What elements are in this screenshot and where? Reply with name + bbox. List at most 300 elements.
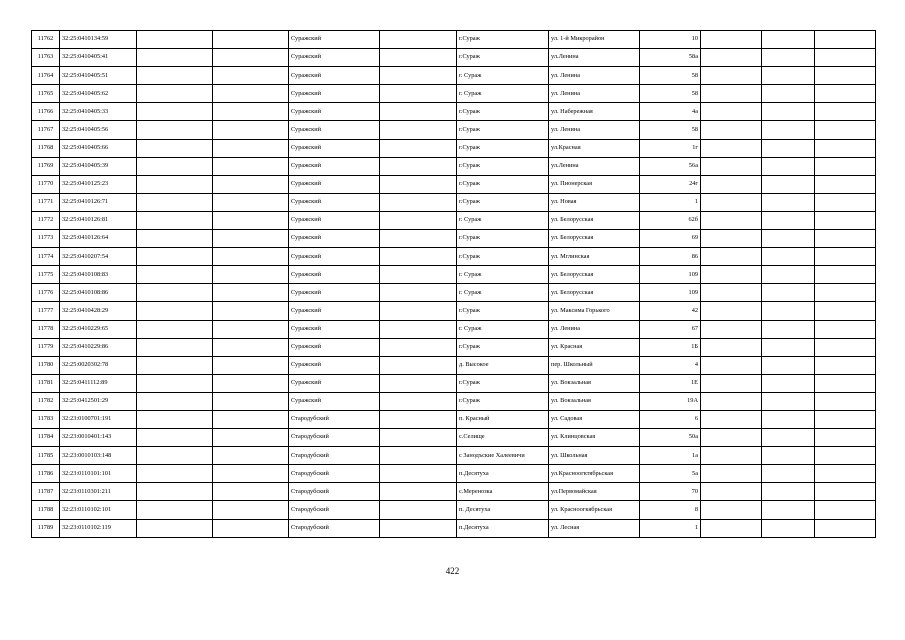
empty-cell [815, 284, 876, 302]
locality-cell: с Занодъские Халеевичи [457, 447, 549, 465]
empty-cell [380, 248, 457, 266]
house-number-cell: 19А [640, 392, 701, 410]
empty-cell [762, 284, 815, 302]
table-row [32, 248, 876, 266]
table-row [32, 266, 876, 284]
empty-cell [380, 410, 457, 428]
empty-cell [137, 284, 213, 302]
empty-cell [815, 374, 876, 392]
street-cell: ул. Белорусская [549, 230, 640, 248]
empty-cell [137, 67, 213, 85]
empty-cell [701, 175, 762, 193]
empty-cell [701, 49, 762, 67]
empty-cell [137, 103, 213, 121]
house-number-cell: 58 [640, 67, 701, 85]
empty-cell [701, 266, 762, 284]
street-cell: ул. Белорусская [549, 266, 640, 284]
street-cell: ул. Клинцовская [549, 429, 640, 447]
district-cell: Суражский [289, 175, 380, 193]
table-row [32, 284, 876, 302]
house-number-cell: 4 [640, 356, 701, 374]
table-row [32, 103, 876, 121]
district-cell: Суражский [289, 31, 380, 49]
empty-cell [762, 211, 815, 229]
row-number-cell: 11770 [32, 175, 60, 193]
table-row [32, 211, 876, 229]
empty-cell [213, 266, 289, 284]
locality-cell: г.Сураж [457, 392, 549, 410]
cadastral-number-cell: 32:25:0410126:64 [60, 230, 137, 248]
cadastral-number-cell: 32:25:0410134:59 [60, 31, 137, 49]
house-number-cell: 86 [640, 248, 701, 266]
locality-cell: г.Сураж [457, 103, 549, 121]
row-number-cell: 11774 [32, 248, 60, 266]
street-cell: ул. Ленина [549, 67, 640, 85]
empty-cell [213, 374, 289, 392]
empty-cell [762, 374, 815, 392]
row-number-cell: 11769 [32, 157, 60, 175]
empty-cell [380, 519, 457, 537]
street-cell: пер. Школьный [549, 356, 640, 374]
empty-cell [380, 338, 457, 356]
district-cell: Стародубский [289, 410, 380, 428]
row-number-cell: 11778 [32, 320, 60, 338]
empty-cell [762, 429, 815, 447]
locality-cell: п.Десятуха [457, 519, 549, 537]
empty-cell [815, 338, 876, 356]
empty-cell [701, 121, 762, 139]
empty-cell [380, 356, 457, 374]
empty-cell [137, 410, 213, 428]
district-cell: Суражский [289, 284, 380, 302]
district-cell: Стародубский [289, 519, 380, 537]
empty-cell [137, 85, 213, 103]
district-cell: Суражский [289, 302, 380, 320]
row-number-cell: 11764 [32, 67, 60, 85]
empty-cell [213, 248, 289, 266]
empty-cell [380, 465, 457, 483]
empty-cell [762, 139, 815, 157]
empty-cell [762, 67, 815, 85]
locality-cell: г.Сураж [457, 230, 549, 248]
empty-cell [137, 320, 213, 338]
locality-cell: г.Сураж [457, 193, 549, 211]
row-number-cell: 11781 [32, 374, 60, 392]
empty-cell [137, 157, 213, 175]
street-cell: ул. Школьная [549, 447, 640, 465]
empty-cell [137, 121, 213, 139]
cadastral-number-cell: 32:23:0100701:191 [60, 410, 137, 428]
empty-cell [213, 302, 289, 320]
empty-cell [213, 338, 289, 356]
row-number-cell: 11776 [32, 284, 60, 302]
cadastral-number-cell: 32:25:0410126:71 [60, 193, 137, 211]
empty-cell [213, 320, 289, 338]
street-cell: ул. Садовая [549, 410, 640, 428]
cadastral-number-cell: 32:25:0410125:23 [60, 175, 137, 193]
house-number-cell: 24г [640, 175, 701, 193]
empty-cell [815, 211, 876, 229]
empty-cell [815, 139, 876, 157]
house-number-cell: 56а [640, 157, 701, 175]
empty-cell [380, 429, 457, 447]
empty-cell [701, 67, 762, 85]
empty-cell [137, 193, 213, 211]
table-row [32, 392, 876, 410]
empty-cell [380, 284, 457, 302]
house-number-cell: 109 [640, 284, 701, 302]
empty-cell [213, 193, 289, 211]
district-cell: Стародубский [289, 465, 380, 483]
house-number-cell: 109 [640, 266, 701, 284]
locality-cell: с.Меренозка [457, 483, 549, 501]
street-cell: ул.Первомайская [549, 483, 640, 501]
empty-cell [701, 519, 762, 537]
district-cell: Суражский [289, 338, 380, 356]
empty-cell [701, 302, 762, 320]
locality-cell: п. Десятуха [457, 501, 549, 519]
row-number-cell: 11771 [32, 193, 60, 211]
empty-cell [380, 193, 457, 211]
district-cell: Суражский [289, 374, 380, 392]
empty-cell [137, 392, 213, 410]
empty-cell [380, 85, 457, 103]
empty-cell [815, 447, 876, 465]
row-number-cell: 11765 [32, 85, 60, 103]
street-cell: ул. Лесная [549, 519, 640, 537]
empty-cell [762, 356, 815, 374]
empty-cell [762, 121, 815, 139]
empty-cell [213, 85, 289, 103]
cadastral-number-cell: 32:25:0410108:83 [60, 266, 137, 284]
table-row [32, 175, 876, 193]
empty-cell [762, 31, 815, 49]
empty-cell [137, 302, 213, 320]
empty-cell [701, 429, 762, 447]
row-number-cell: 11786 [32, 465, 60, 483]
house-number-cell: 1а [640, 447, 701, 465]
empty-cell [213, 429, 289, 447]
table-row [32, 121, 876, 139]
empty-cell [213, 465, 289, 483]
empty-cell [380, 302, 457, 320]
cadastral-number-cell: 32:25:0410229:86 [60, 338, 137, 356]
row-number-cell: 11777 [32, 302, 60, 320]
empty-cell [380, 392, 457, 410]
empty-cell [380, 447, 457, 465]
empty-cell [762, 501, 815, 519]
property-register-table [31, 30, 876, 538]
row-number-cell: 11789 [32, 519, 60, 537]
district-cell: Суражский [289, 85, 380, 103]
empty-cell [815, 392, 876, 410]
empty-cell [762, 410, 815, 428]
empty-cell [137, 49, 213, 67]
street-cell: ул. Красноогкябрьская [549, 501, 640, 519]
empty-cell [762, 193, 815, 211]
cadastral-number-cell: 32:25:0410405:39 [60, 157, 137, 175]
empty-cell [762, 85, 815, 103]
empty-cell [762, 392, 815, 410]
street-cell: ул. Набережная [549, 103, 640, 121]
empty-cell [137, 230, 213, 248]
district-cell: Суражский [289, 392, 380, 410]
locality-cell: г. Сураж [457, 266, 549, 284]
empty-cell [701, 447, 762, 465]
cadastral-number-cell: 32:25:0410405:33 [60, 103, 137, 121]
cadastral-number-cell: 32:23:0110101:101 [60, 465, 137, 483]
locality-cell: п.Десятуха [457, 465, 549, 483]
table-row [32, 338, 876, 356]
house-number-cell: 1г [640, 139, 701, 157]
district-cell: Суражский [289, 67, 380, 85]
locality-cell: п. Красный [457, 410, 549, 428]
house-number-cell: 69 [640, 230, 701, 248]
cadastral-number-cell: 32:25:0410126:81 [60, 211, 137, 229]
row-number-cell: 11788 [32, 501, 60, 519]
empty-cell [701, 410, 762, 428]
row-number-cell: 11784 [32, 429, 60, 447]
empty-cell [213, 410, 289, 428]
table-row [32, 320, 876, 338]
street-cell: ул. Вокзальная [549, 392, 640, 410]
empty-cell [701, 483, 762, 501]
row-number-cell: 11767 [32, 121, 60, 139]
empty-cell [701, 320, 762, 338]
empty-cell [701, 356, 762, 374]
house-number-cell: 42 [640, 302, 701, 320]
empty-cell [380, 139, 457, 157]
empty-cell [380, 175, 457, 193]
house-number-cell: 70 [640, 483, 701, 501]
locality-cell: г.Сураж [457, 338, 549, 356]
cadastral-number-cell: 32:25:0410405:56 [60, 121, 137, 139]
empty-cell [815, 157, 876, 175]
district-cell: Суражский [289, 157, 380, 175]
house-number-cell: 1 [640, 193, 701, 211]
empty-cell [815, 519, 876, 537]
row-number-cell: 11768 [32, 139, 60, 157]
house-number-cell: 62б [640, 211, 701, 229]
district-cell: Суражский [289, 356, 380, 374]
empty-cell [701, 85, 762, 103]
district-cell: Суражский [289, 103, 380, 121]
locality-cell: д. Высокое [457, 356, 549, 374]
empty-cell [762, 157, 815, 175]
empty-cell [815, 356, 876, 374]
empty-cell [213, 211, 289, 229]
cadastral-number-cell: 32:25:0410405:41 [60, 49, 137, 67]
table-row [32, 356, 876, 374]
empty-cell [815, 175, 876, 193]
empty-cell [815, 483, 876, 501]
empty-cell [701, 338, 762, 356]
empty-cell [380, 230, 457, 248]
empty-cell [137, 429, 213, 447]
row-number-cell: 11782 [32, 392, 60, 410]
empty-cell [762, 230, 815, 248]
empty-cell [137, 374, 213, 392]
cadastral-number-cell: 32:25:0410229:65 [60, 320, 137, 338]
empty-cell [762, 519, 815, 537]
empty-cell [380, 211, 457, 229]
empty-cell [815, 85, 876, 103]
cadastral-number-cell: 32:25:0410428:29 [60, 302, 137, 320]
district-cell: Суражский [289, 266, 380, 284]
district-cell: Суражский [289, 248, 380, 266]
empty-cell [701, 193, 762, 211]
cadastral-number-cell: 32:23:0110102:101 [60, 501, 137, 519]
empty-cell [815, 49, 876, 67]
cadastral-number-cell: 32:25:0410108:86 [60, 284, 137, 302]
empty-cell [213, 519, 289, 537]
empty-cell [815, 501, 876, 519]
empty-cell [380, 103, 457, 121]
empty-cell [380, 374, 457, 392]
empty-cell [137, 338, 213, 356]
empty-cell [213, 392, 289, 410]
cadastral-number-cell: 32:23:0010103:148 [60, 447, 137, 465]
empty-cell [762, 338, 815, 356]
empty-cell [762, 266, 815, 284]
empty-cell [762, 49, 815, 67]
empty-cell [213, 175, 289, 193]
house-number-cell: 67 [640, 320, 701, 338]
row-number-cell: 11772 [32, 211, 60, 229]
empty-cell [380, 49, 457, 67]
table-row [32, 230, 876, 248]
table-row [32, 447, 876, 465]
district-cell: Суражский [289, 49, 380, 67]
house-number-cell: 1Б [640, 338, 701, 356]
locality-cell: с.Селище [457, 429, 549, 447]
table-row [32, 519, 876, 537]
district-cell: Стародубский [289, 429, 380, 447]
table-row [32, 85, 876, 103]
street-cell: ул. Ленина [549, 320, 640, 338]
street-cell: ул. Ленина [549, 85, 640, 103]
street-cell: ул.Красная [549, 139, 640, 157]
empty-cell [137, 519, 213, 537]
street-cell: ул. Максима Горького [549, 302, 640, 320]
house-number-cell: 1 [640, 519, 701, 537]
table-row [32, 465, 876, 483]
empty-cell [815, 320, 876, 338]
empty-cell [137, 175, 213, 193]
empty-cell [762, 447, 815, 465]
locality-cell: г. Сураж [457, 320, 549, 338]
empty-cell [213, 501, 289, 519]
empty-cell [815, 248, 876, 266]
empty-cell [815, 121, 876, 139]
district-cell: Суражский [289, 320, 380, 338]
row-number-cell: 11773 [32, 230, 60, 248]
table-row [32, 31, 876, 49]
row-number-cell: 11787 [32, 483, 60, 501]
empty-cell [701, 139, 762, 157]
empty-cell [213, 483, 289, 501]
row-number-cell: 11775 [32, 266, 60, 284]
empty-cell [380, 266, 457, 284]
house-number-cell: 5а [640, 465, 701, 483]
street-cell: ул. Белорусская [549, 284, 640, 302]
empty-cell [213, 139, 289, 157]
empty-cell [137, 248, 213, 266]
table-row [32, 193, 876, 211]
empty-cell [137, 31, 213, 49]
empty-cell [213, 447, 289, 465]
table-row [32, 49, 876, 67]
empty-cell [762, 103, 815, 121]
empty-cell [815, 67, 876, 85]
row-number-cell: 11783 [32, 410, 60, 428]
house-number-cell: 4а [640, 103, 701, 121]
street-cell: ул. 1-й Микрорайон [549, 31, 640, 49]
table-row [32, 139, 876, 157]
empty-cell [762, 483, 815, 501]
empty-cell [815, 103, 876, 121]
empty-cell [380, 67, 457, 85]
street-cell: ул. Белорусская [549, 211, 640, 229]
empty-cell [815, 266, 876, 284]
table-row [32, 483, 876, 501]
street-cell: ул. Ленина [549, 121, 640, 139]
empty-cell [762, 302, 815, 320]
street-cell: ул.Красноогктябрьская [549, 465, 640, 483]
cadastral-number-cell: 32:23:0010401:143 [60, 429, 137, 447]
empty-cell [701, 392, 762, 410]
street-cell: ул. Вокзальная [549, 374, 640, 392]
empty-cell [137, 501, 213, 519]
empty-cell [762, 248, 815, 266]
row-number-cell: 11766 [32, 103, 60, 121]
cadastral-number-cell: 32:25:0410405:51 [60, 67, 137, 85]
cadastral-number-cell: 32:23:0110102:119 [60, 519, 137, 537]
cadastral-number-cell: 32:25:0410405:66 [60, 139, 137, 157]
empty-cell [701, 31, 762, 49]
empty-cell [213, 103, 289, 121]
locality-cell: г.Сураж [457, 157, 549, 175]
empty-cell [137, 139, 213, 157]
register-body [32, 31, 876, 538]
empty-cell [213, 121, 289, 139]
empty-cell [137, 483, 213, 501]
locality-cell: г.Сураж [457, 49, 549, 67]
locality-cell: г. Сураж [457, 284, 549, 302]
empty-cell [815, 302, 876, 320]
district-cell: Суражский [289, 193, 380, 211]
locality-cell: г.Сураж [457, 175, 549, 193]
street-cell: ул.Ленина [549, 49, 640, 67]
table-row [32, 501, 876, 519]
empty-cell [213, 31, 289, 49]
empty-cell [213, 356, 289, 374]
empty-cell [701, 465, 762, 483]
empty-cell [213, 157, 289, 175]
row-number-cell: 11779 [32, 338, 60, 356]
house-number-cell: 50а [640, 429, 701, 447]
empty-cell [213, 49, 289, 67]
cadastral-number-cell: 32:23:0110301:211 [60, 483, 137, 501]
empty-cell [213, 67, 289, 85]
cadastral-number-cell: 32:25:0410405:62 [60, 85, 137, 103]
house-number-cell: 58а [640, 49, 701, 67]
table-row [32, 374, 876, 392]
house-number-cell: 10 [640, 31, 701, 49]
empty-cell [701, 248, 762, 266]
table-row [32, 67, 876, 85]
district-cell: Суражский [289, 139, 380, 157]
